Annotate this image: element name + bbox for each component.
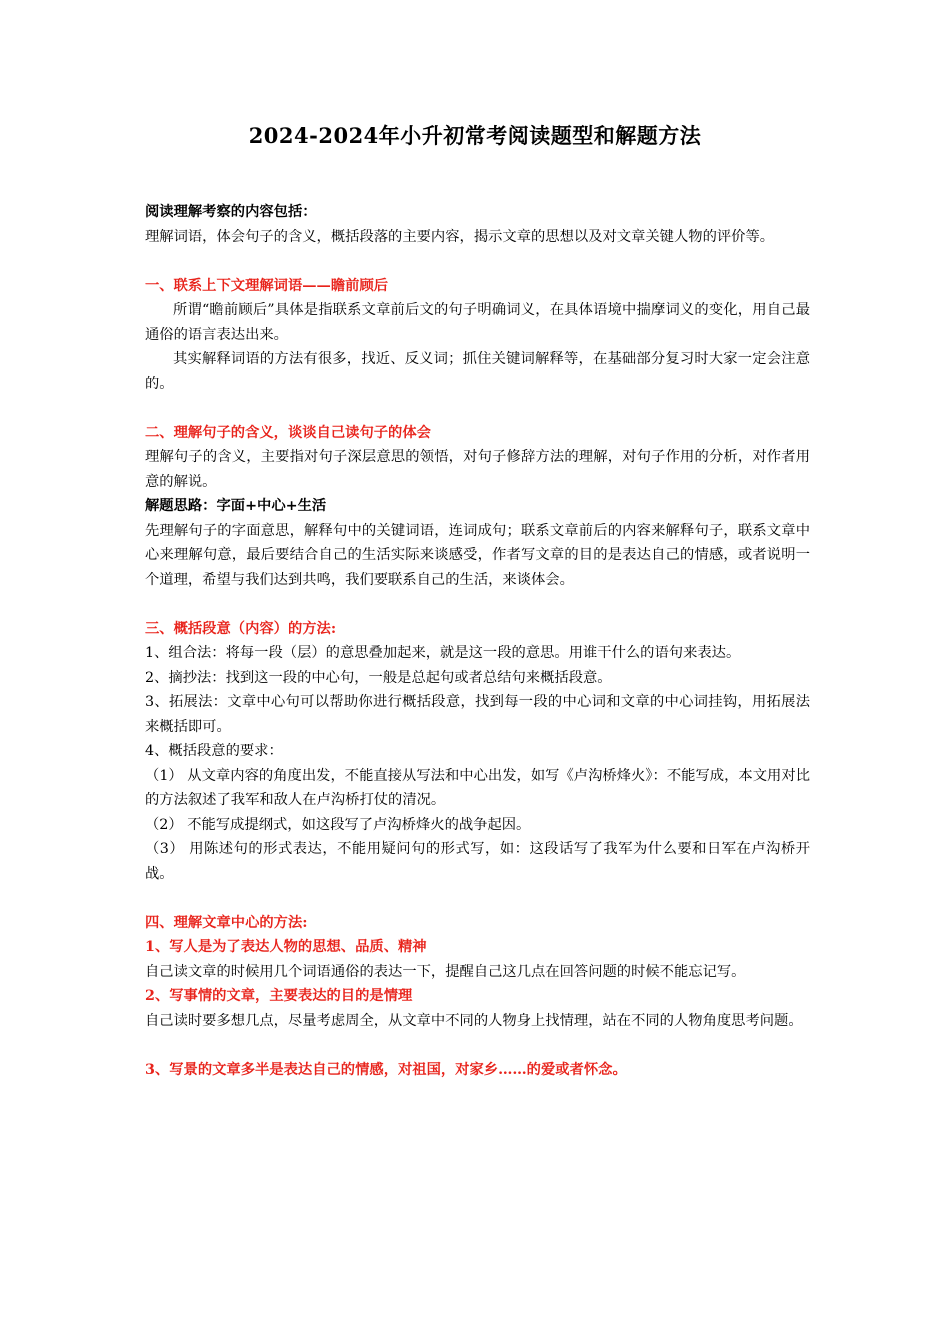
section1-paragraph-1: 所谓“瞻前顾后”具体是指联系文章前后文的句子明确词义，在具体语境中揣摩词义的变化，用自己最通俗的语言表达出来。 — [145, 302, 810, 343]
section4-point-3: 3、写景的文章多半是表达自己的情感，对祖国，对家乡……的爱或者怀念。 — [145, 1061, 627, 1078]
section2-paragraph-2: 先理解句子的字面意思，解释句中的关键词语，连词成句；联系文章前后的内容来解释句子，联系文章中心来理解句意，最后要结合自己的生活实际来谈感受，作者写文章的目的是表达自己的情感，或者说明一个道理，希望与我们达到共鸣，我们要联系自己的生活，来谈体会。 — [145, 522, 810, 588]
section4-point-2: 2、写事情的文章，主要表达的目的是情理 — [145, 988, 413, 1004]
section4-text-1: 自己读文章的时候用几个词语通俗的表达一下，提醒自己这几点在回答问题的时候不能忘记写。 — [145, 963, 746, 980]
section3-item: （1） 从文章内容的角度出发，不能直接从写法和中心出发，如写《卢沟桥烽火》：不能写成，本文用对比的方法叙述了我军和敌人在卢沟桥打仗的清况。 — [145, 767, 810, 808]
section4-heading: 四、理解文章中心的方法: — [145, 914, 308, 931]
spacer — [145, 396, 810, 421]
section2-paragraph-1: 理解句子的含义，主要指对句子深层意思的领悟，对句子修辞方法的理解，对句子作用的分析，对作者用意的解说。 — [145, 449, 810, 490]
spacer — [145, 592, 810, 617]
page-title: 2024-2024年小升初常考阅读题型和解题方法 — [248, 123, 702, 148]
section3-item: （3） 用陈述句的形式表达，不能用疑问句的形式写，如：这段话写了我军为什么要和日军在卢沟桥开战。 — [145, 841, 810, 882]
section1-paragraph-2: 其实解释词语的方法有很多，找近、反义词；抓住关键词解释等，在基础部分复习时大家一定会注意的。 — [145, 351, 810, 392]
section2-subheading: 解题思路：字面+中心+生活 — [145, 498, 327, 514]
spacer — [145, 1033, 810, 1058]
spacer — [145, 886, 810, 911]
section3-heading: 三、概括段意（内容）的方法: — [145, 620, 337, 637]
spacer — [145, 249, 810, 274]
section3-item: 4、概括段意的要求： — [145, 743, 283, 759]
section3-item: （2） 不能写成提纲式，如这段写了卢沟桥烽火的战争起因。 — [145, 816, 531, 833]
section1-heading: 一、联系上下文理解词语——瞻前顾后 — [145, 277, 389, 294]
section4-point-1: 1、写人是为了表达人物的思想、品质、精神 — [145, 939, 427, 955]
section3-item: 2、摘抄法：找到这一段的中心句，一般是总起句或者总结句来概括段意。 — [145, 669, 612, 686]
intro-heading: 阅读理解考察的内容包括： — [145, 204, 317, 220]
document-body — [145, 200, 810, 1082]
section3-item: 1、组合法：将每一段（层）的意思叠加起来，就是这一段的意思。用谁干什么的语句来表达。 — [145, 645, 741, 661]
section4-text-2: 自己读时要多想几点，尽量考虑周全，从文章中不同的人物身上找情理，站在不同的人物角度思考问题。 — [145, 1012, 803, 1029]
section2-heading: 二、理解句子的含义，谈谈自己读句子的体会 — [145, 424, 431, 441]
section3-item: 3、拓展法：文章中心句可以帮助你进行概括段意，找到每一段的中心词和文章的中心词挂钩，用拓展法来概括即可。 — [145, 694, 810, 735]
intro-text: 理解词语，体会句子的含义，概括段落的主要内容，揭示文章的思想以及对文章关键人物的评价等。 — [145, 228, 775, 245]
